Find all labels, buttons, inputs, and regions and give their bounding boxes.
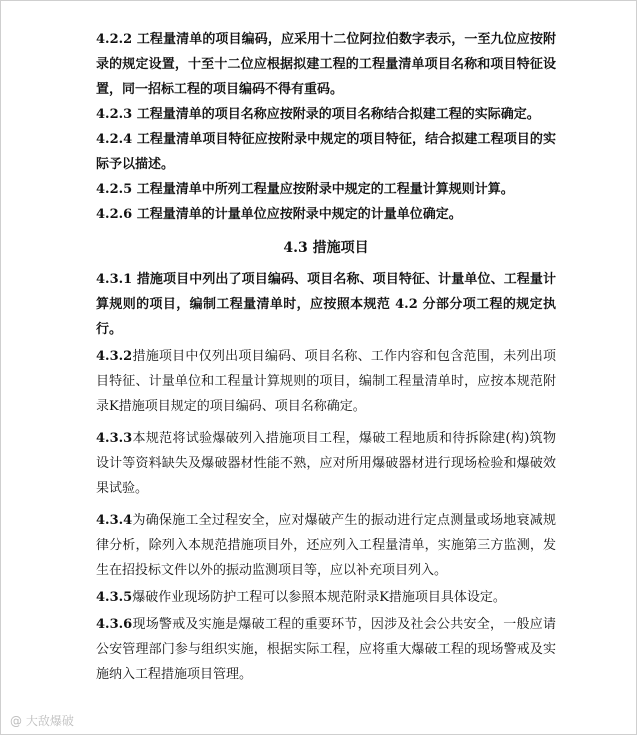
document-page xyxy=(96,27,556,687)
clause-4-3-4 xyxy=(96,508,556,583)
clause-text: 爆破作业现场防护工程可以参照本规范附录K措施项目具体设定。 xyxy=(132,590,506,605)
clause-4-2-5: 4.2.5 工程量清单中所列工程量应按附录中规定的工程量计算规则计算。 xyxy=(96,182,514,197)
clause-text: 本规范将试验爆破列入措施项目工程，爆破工程地质和待拆除建(构)筑物设计等资料缺失及爆破器材性能不熟，应对所用爆破器材进行现场检验和爆破效果试验。 xyxy=(96,431,556,496)
clause-number: 4.3.2 xyxy=(96,349,133,364)
clause-4-3-1: 4.3.1 措施项目中列出了项目编码、项目名称、项目特征、计量单位、工程量计算规则的项目，编制工程量清单时，应按照本规范 4.2 分部分项工程的规定执行。 xyxy=(96,272,556,337)
clause-number: 4.3.3 xyxy=(96,431,133,446)
clause-4-2-4: 4.2.4 工程量清单项目特征应按附录中规定的项目特征，结合拟建工程项目的实际予以描述。 xyxy=(96,132,556,172)
clause-text: 措施项目中仅列出项目编码、项目名称、工作内容和包含范围，未列出项目特征、计量单位和工程量计算规则的项目，编制工程量清单时，应按本规范附录K措施项目规定的项目编码、项目名称确定。 xyxy=(96,349,556,414)
clause-4-2-6: 4.2.6 工程量清单的计量单位应按附录中规定的计量单位确定。 xyxy=(96,207,462,222)
clause-number: 4.3.4 xyxy=(96,513,133,528)
watermark: @ 大敌爆破 xyxy=(10,714,74,728)
clause-number: 4.3.5 xyxy=(96,590,133,605)
clause-4-3-3 xyxy=(96,426,556,501)
clause-4-3-5 xyxy=(96,585,556,610)
clause-4-3-2 xyxy=(96,344,556,419)
clause-text: 为确保施工全过程安全，应对爆破产生的振动进行定点测量或场地衰减规律分析，除列入本规范措施项目外，还应列入工程量清单，实施第三方监测，发生在招投标文件以外的振动监测项目等，应以补充项目列入。 xyxy=(96,513,556,578)
clause-4-3-6 xyxy=(96,612,556,687)
section-title: 4.3 措施项目 xyxy=(283,240,369,256)
clause-number: 4.3.6 xyxy=(96,617,133,632)
clause-text: 现场警戒及实施是爆破工程的重要环节，因涉及社会公共安全，一般应请公安管理部门参与组织实施，根据实际工程，应将重大爆破工程的现场警戒及实施纳入工程措施项目管理。 xyxy=(96,617,556,682)
clause-4-2-3: 4.2.3 工程量清单的项目名称应按附录的项目名称结合拟建工程的实际确定。 xyxy=(96,107,540,122)
clause-4-2-2: 4.2.2 工程量清单的项目编码，应采用十二位阿拉伯数字表示，一至九位应按附录的规定设置，十至十二位应根据拟建工程的工程量清单项目名称和项目特征设置，同一招标工程的项目编码不得有重码。 xyxy=(96,32,556,97)
